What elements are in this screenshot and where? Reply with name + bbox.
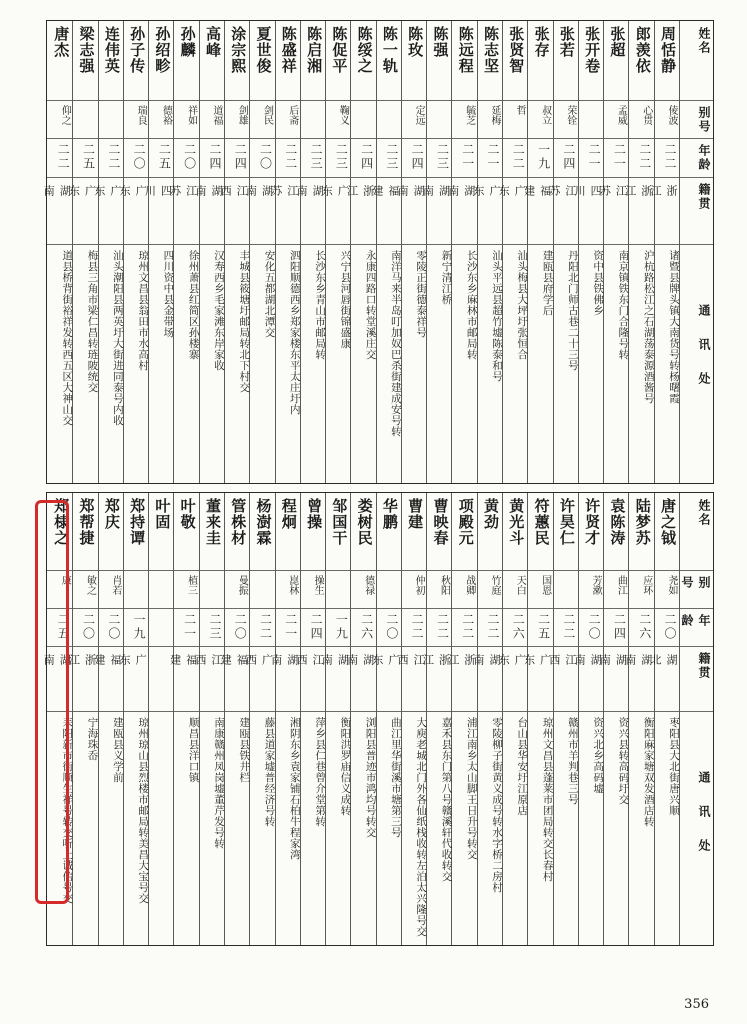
age-cell: 二五	[536, 612, 551, 641]
native-place-cell: 湖南	[42, 185, 72, 221]
age-cell: 二二	[637, 143, 652, 172]
age-cell: 二二	[460, 612, 475, 641]
name-cell: 曹映春	[431, 498, 450, 546]
age-cell: 二二	[258, 612, 273, 641]
address-cell: 丹阳北门师古巷二十三号	[566, 250, 579, 372]
native-place-cell: 江苏	[598, 185, 628, 221]
address-cell: 零陵柳子街黄义成号转水字桥二房村	[491, 717, 504, 894]
native-place-cell: 湖南	[623, 653, 653, 689]
alias-cell: 延梅	[489, 104, 501, 125]
age-cell: 二二	[561, 612, 576, 641]
name-cell: 陆梦苏	[633, 498, 652, 546]
native-place-cell: 湖南	[396, 185, 426, 221]
alias-cell	[377, 575, 401, 605]
name-cell: 袁陈涛	[608, 498, 627, 546]
alias-cell	[124, 575, 148, 605]
age-cell: 二六	[637, 612, 652, 641]
address-cell: 长沙东乡麻林市邮局转	[465, 250, 478, 361]
age-cell: 一九	[536, 143, 551, 172]
name-cell: 符蕙民	[532, 498, 551, 546]
address-cell: 兴宁县河唇街锦盛康	[339, 250, 352, 350]
address-cell: 梅县三角市梁仁昌转琏陂统交	[86, 250, 99, 394]
age-cell: 二四	[561, 143, 576, 172]
person-column	[168, 493, 200, 945]
native-place-cell: 江苏	[269, 185, 299, 221]
person-column	[573, 493, 605, 945]
address-cell: 琼州文昌县翁田市水高村	[137, 250, 150, 372]
name-cell: 叶敬	[178, 498, 197, 530]
alias-cell: 敏之	[84, 574, 96, 595]
alias-cell: 道福	[210, 104, 222, 125]
alias-cell	[351, 105, 375, 136]
age-cell: 一九	[132, 612, 147, 641]
age-cell: 二二	[56, 143, 71, 172]
address-cell: 南京镇铁东门合隆号转	[617, 250, 630, 361]
name-cell: 郑庆	[102, 498, 121, 530]
age-cell: 二六	[359, 612, 374, 641]
alias-cell: 心贯	[640, 104, 652, 125]
alias-cell: 竹庭	[489, 574, 501, 595]
person-column	[148, 493, 173, 945]
alias-cell: 肖若	[109, 574, 121, 595]
alias-cell: 仰之	[59, 104, 71, 125]
address-cell: 建瓯县铁井栏	[238, 717, 251, 784]
name-cell: 陈强	[431, 26, 450, 58]
age-cell: 二一	[486, 143, 501, 172]
person-column	[573, 21, 605, 483]
address-cell: 丰城县筱塘圩邮局转北下村交	[238, 250, 251, 394]
age-cell: 二三	[334, 143, 349, 172]
name-cell: 孙子传	[128, 26, 147, 74]
address-cell: 衡阳洪罗庙信义成转	[339, 717, 352, 817]
header-native: 籍贯	[697, 651, 711, 680]
person-column	[396, 493, 428, 945]
alias-cell: 操生	[312, 574, 324, 595]
person-column	[295, 493, 327, 945]
alias-cell: 剑雄	[236, 104, 248, 125]
address-cell: 长沙东乡青山市邮局转	[314, 250, 327, 361]
table-bottom	[42, 492, 714, 946]
alias-cell: 康	[59, 574, 71, 585]
native-place-cell: 四川	[143, 185, 173, 221]
address-cell: 宁海珠岙	[86, 717, 99, 762]
alias-cell	[99, 105, 123, 136]
alias-cell: 哲	[514, 104, 526, 115]
age-cell: 二二	[283, 143, 298, 172]
person-column	[396, 21, 428, 483]
name-cell: 曹建	[406, 498, 425, 530]
native-place-cell	[149, 654, 173, 709]
native-place-cell: 湖北	[648, 653, 678, 689]
name-cell: 郑棣之	[52, 498, 71, 546]
person-column	[42, 493, 74, 945]
age-cell: 二四	[233, 143, 248, 172]
alias-cell: 秋阳	[438, 574, 450, 595]
header-alias: 别号	[680, 575, 711, 590]
native-place-cell: 湖南	[295, 185, 325, 221]
age-cell: 二三	[435, 143, 450, 172]
age-cell: 二〇	[384, 612, 399, 641]
name-cell: 陈启湘	[305, 26, 324, 74]
native-place-cell: 广东	[320, 185, 350, 221]
native-place-cell: 福建	[92, 653, 122, 689]
address-cell: 曲江里华街溪市塘第三号	[389, 717, 402, 839]
alias-cell: 剑民	[261, 104, 273, 125]
address-cell: 沪杭路松江之石湖荡泰源酒酱号	[642, 250, 655, 405]
age-cell: 二一	[612, 143, 627, 172]
native-place-cell: 广东	[370, 653, 400, 689]
header-name: 姓名	[697, 499, 711, 527]
native-place-cell: 江西	[219, 185, 249, 221]
age-cell: 二三	[309, 143, 324, 172]
age-cell: 二二	[435, 612, 450, 641]
age-cell: 二四	[612, 612, 627, 641]
name-cell: 陈志坚	[482, 26, 501, 74]
age-cell: 二四	[410, 143, 425, 172]
name-cell: 娄树民	[355, 498, 374, 546]
name-cell: 梁志强	[77, 26, 96, 74]
header-address: 通讯处	[697, 771, 711, 874]
alias-cell	[427, 105, 451, 136]
age-cell: 二〇	[662, 612, 677, 641]
alias-cell: 定远	[413, 104, 425, 125]
header-alias: 别号	[697, 105, 711, 134]
alias-cell: 荣铨	[564, 104, 576, 125]
address-cell: 汉寿西乡毛家滩东岸家收	[212, 250, 225, 372]
age-cell: 二六	[511, 612, 526, 641]
address-cell: 琼州琼山县烈楼市邮局转美昌大宝号交	[137, 717, 150, 905]
name-cell: 曾操	[305, 498, 324, 530]
alias-cell: 植三	[185, 574, 197, 595]
alias-cell	[326, 575, 350, 605]
alias-cell	[73, 105, 97, 136]
native-place-cell: 湖南	[446, 185, 476, 221]
name-cell: 夏世俊	[254, 26, 273, 74]
address-cell: 台山县华安圩江原店	[516, 717, 529, 817]
address-cell: 泗阳顺德西乡郑家楼东平太庄圩内	[288, 250, 301, 416]
alias-cell	[579, 105, 603, 136]
age-cell: 二五	[157, 143, 172, 172]
address-cell: 建瓯县府学后	[541, 250, 554, 317]
alias-cell: 崑林	[286, 574, 298, 595]
header-age: 年龄	[680, 613, 711, 628]
alias-cell: 倰波	[665, 104, 677, 125]
address-cell	[149, 717, 173, 942]
person-column	[472, 493, 504, 945]
native-place-cell: 福建	[168, 653, 198, 689]
address-cell: 永康四路口转堂溪庄交	[364, 250, 377, 361]
age-cell: 二一	[460, 143, 475, 172]
address-cell: 新宁清江桥	[440, 250, 453, 306]
age-cell: 二〇	[587, 612, 602, 641]
native-place-cell: 江西	[396, 653, 426, 689]
name-cell: 陈玫	[406, 26, 425, 58]
native-place-cell: 广东	[92, 185, 122, 221]
name-cell: 杨澍霖	[254, 498, 273, 546]
age-cell: 二三	[207, 612, 222, 641]
address-cell: 浏阳县普迹市鸿均号转交	[364, 717, 377, 839]
name-cell: 张存	[532, 26, 551, 58]
native-place-cell: 浙江	[345, 185, 375, 221]
native-place-cell: 广东	[118, 185, 148, 221]
address-cell: 赣州市羊判巷三号	[566, 717, 579, 806]
header-column	[679, 21, 713, 483]
name-cell: 唐杰	[52, 26, 71, 58]
age-cell: 二一	[283, 612, 298, 641]
name-cell: 孙绍畛	[153, 26, 172, 74]
native-place-cell: 湖南	[244, 185, 274, 221]
native-place-cell: 江苏	[168, 185, 198, 221]
name-cell: 项殿元	[456, 498, 475, 546]
person-column	[295, 21, 327, 483]
name-cell: 郑持谭	[128, 498, 147, 546]
native-place-cell: 浙江	[446, 653, 476, 689]
native-place-cell: 广东	[497, 653, 527, 689]
alias-cell: 德裕	[160, 104, 172, 125]
alias-cell: 曲江	[615, 574, 627, 595]
age-cell: 二三	[384, 143, 399, 172]
name-cell: 涂宗熙	[229, 26, 248, 74]
alias-cell: 祥如	[185, 104, 197, 125]
native-place-cell: 广东	[118, 653, 148, 689]
alias-cell: 鞠义	[337, 104, 349, 125]
address-cell: 衡阳麻家塘双发酒店转	[642, 717, 655, 828]
name-cell: 陈盛祥	[279, 26, 298, 74]
address-cell: 四川资中县金带场	[162, 250, 175, 339]
age-cell: 二二	[662, 143, 677, 172]
age-cell: 二〇	[132, 143, 147, 172]
alias-cell: 芳漱	[590, 574, 602, 595]
person-column	[219, 21, 251, 483]
alias-cell	[554, 575, 578, 605]
native-place-cell: 浙江	[421, 653, 451, 689]
name-cell: 叶固	[153, 498, 172, 530]
native-place-cell: 湖南	[573, 653, 603, 689]
name-cell: 张贤智	[507, 26, 526, 74]
age-cell: 二二	[410, 612, 425, 641]
address-cell: 大庾老城北门外各仙纸栈收转左泊太兴隆号交	[415, 717, 428, 938]
age-cell: 二五	[56, 612, 71, 641]
native-place-cell: 湖南	[193, 185, 223, 221]
address-cell: 藤县道家墟普经济号转	[263, 717, 276, 828]
alias-cell: 应环	[640, 574, 652, 595]
alias-cell: 战卿	[463, 574, 475, 595]
name-cell: 黄劲	[482, 498, 501, 530]
header-name: 姓名	[697, 27, 711, 55]
native-place-cell: 湖南	[421, 185, 451, 221]
address-cell: 徐州萧县红简区孙楼寨	[187, 250, 200, 361]
name-cell: 张若	[557, 26, 576, 58]
alias-cell: 毓芝	[463, 104, 475, 125]
name-cell: 许贤才	[583, 498, 602, 546]
age-cell: 二四	[309, 612, 324, 641]
age-cell: 二四	[207, 143, 222, 172]
person-column	[219, 493, 251, 945]
header-address: 通讯处	[697, 304, 711, 407]
age-cell: 二〇	[182, 143, 197, 172]
address-cell: 湘阴东乡袁家铺石柏牛程家湾	[288, 717, 301, 861]
name-cell: 陈一轨	[380, 26, 399, 74]
name-cell: 华鹏	[380, 498, 399, 530]
name-cell: 唐之钺	[658, 498, 677, 546]
native-place-cell: 湖南	[345, 653, 375, 689]
person-column	[42, 21, 74, 483]
alias-cell: 尧如	[665, 574, 677, 595]
age-cell: 二一	[182, 612, 197, 641]
page-number: 356	[684, 997, 709, 1012]
age-cell: 二一	[587, 143, 602, 172]
native-place-cell: 江西	[547, 653, 577, 689]
age-cell	[149, 613, 173, 643]
address-cell: 安化五都湖北潭交	[263, 250, 276, 339]
alias-cell: 德禄	[362, 574, 374, 595]
name-cell: 高峰	[203, 26, 222, 58]
age-cell: 二〇	[81, 612, 96, 641]
native-place-cell: 湖南	[320, 653, 350, 689]
name-cell: 周恬静	[658, 26, 677, 74]
name-cell: 陈促平	[330, 26, 349, 74]
native-place-cell: 浙江	[648, 185, 678, 221]
age-cell: 二五	[81, 143, 96, 172]
alias-cell	[200, 575, 224, 605]
name-cell: 张开卷	[583, 26, 602, 74]
alias-cell	[250, 575, 274, 605]
native-place-cell: 江西	[193, 653, 223, 689]
native-place-cell: 广东	[67, 185, 97, 221]
alias-cell: 瑞良	[135, 104, 147, 125]
person-column	[472, 21, 504, 483]
name-cell: 张超	[608, 26, 627, 58]
native-place-cell: 湖南	[472, 653, 502, 689]
native-place-cell: 广西	[244, 653, 274, 689]
native-place-cell: 广东	[472, 185, 502, 221]
native-place-cell: 福建	[522, 185, 552, 221]
alias-cell: 仲初	[413, 574, 425, 595]
name-cell: 许昊仁	[557, 498, 576, 546]
name-cell: 董来圭	[203, 498, 222, 546]
age-cell: 二〇	[258, 143, 273, 172]
address-cell: 琼州文昌县蓬莱市团局转交长春村	[541, 717, 554, 883]
header-age: 年龄	[697, 144, 711, 173]
native-place-cell: 四川	[573, 185, 603, 221]
native-place-cell: 福建	[370, 185, 400, 221]
age-cell: 一九	[334, 612, 349, 641]
header-column	[679, 493, 713, 945]
address-cell: 汕头梅县大坪圩张恒合	[516, 250, 529, 361]
age-cell: 二二	[486, 612, 501, 641]
name-cell: 程炯	[279, 498, 298, 530]
address-cell: 资兴北乡高码墟	[592, 717, 605, 795]
age-cell: 二〇	[106, 612, 121, 641]
address-cell: 资中县铁佛乡	[592, 250, 605, 317]
alias-cell	[301, 105, 325, 136]
native-place-cell: 湖南	[269, 653, 299, 689]
native-place-cell: 广东	[522, 653, 552, 689]
native-place-cell: 湖南	[42, 653, 72, 689]
address-cell: 建瓯县义学前	[111, 717, 124, 784]
address-cell: 道县桥背街裕祥发转西五区大神山交	[61, 250, 74, 427]
alias-cell: 叔立	[539, 104, 551, 125]
name-cell: 郑帮捷	[77, 498, 96, 546]
alias-cell: 曼振	[236, 574, 248, 595]
header-native: 籍贯	[697, 183, 711, 212]
native-place-cell: 福建	[219, 653, 249, 689]
address-cell: 零陵正街德泰祥号	[415, 250, 428, 339]
person-column	[118, 493, 150, 945]
age-cell: 二四	[359, 143, 374, 172]
person-column	[118, 21, 150, 483]
native-place-cell: 浙江	[67, 653, 97, 689]
address-cell: 浦江南乡太山脚王日升号转交	[465, 717, 478, 861]
name-cell: 陈远程	[456, 26, 475, 74]
address-cell: 顺昌县洋口镇	[187, 717, 200, 784]
address-cell: 枣阳县大北街唐兴顺	[667, 717, 680, 817]
alias-cell	[377, 105, 401, 136]
name-cell: 郎羡依	[633, 26, 652, 74]
address-cell: 诸暨县牌头镇大南货号转杨曙霞	[667, 250, 680, 405]
alias-cell: 国恩	[539, 574, 551, 595]
native-place-cell: 江西	[295, 653, 325, 689]
native-place-cell: 广东	[497, 185, 527, 221]
address-cell: 萍乡县仁巷曾介堂第转	[314, 717, 327, 828]
native-place-cell: 浙江	[623, 185, 653, 221]
name-cell: 连伟英	[102, 26, 121, 74]
address-cell: 资兴县转高码圩交	[617, 717, 630, 806]
native-place-cell: 江苏	[547, 185, 577, 221]
name-cell: 孙麟	[178, 26, 197, 58]
address-cell: 汕头潮阳县两英圩大街进同泰号内收	[111, 250, 124, 427]
alias-cell: 天白	[514, 574, 526, 595]
age-cell: 二二	[106, 143, 121, 172]
name-cell: 管株材	[229, 498, 248, 546]
alias-cell	[149, 575, 173, 605]
address-cell: 南康赣州凤岗墟董芹发号转	[212, 717, 225, 850]
age-cell: 二〇	[233, 612, 248, 641]
native-place-cell: 湖南	[598, 653, 628, 689]
alias-cell: 后斋	[286, 104, 298, 125]
address-cell: 耒阳新市街顺生祥号转交听上诚信号交	[61, 717, 74, 905]
address-cell: 南洋马来半岛叮加奴巴杀街建成安号转	[389, 250, 402, 438]
name-cell: 陈绥之	[355, 26, 374, 74]
table-top	[42, 20, 714, 484]
address-cell: 嘉禾县东门第八号赣溪轩代收转交	[440, 717, 453, 883]
name-cell: 邹国干	[330, 498, 349, 546]
address-cell: 汕头平远县超竹墟陈泰和号	[491, 250, 504, 383]
age-cell: 二二	[511, 143, 526, 172]
name-cell: 黄光斗	[507, 498, 526, 546]
alias-cell: 孟威	[615, 104, 627, 125]
